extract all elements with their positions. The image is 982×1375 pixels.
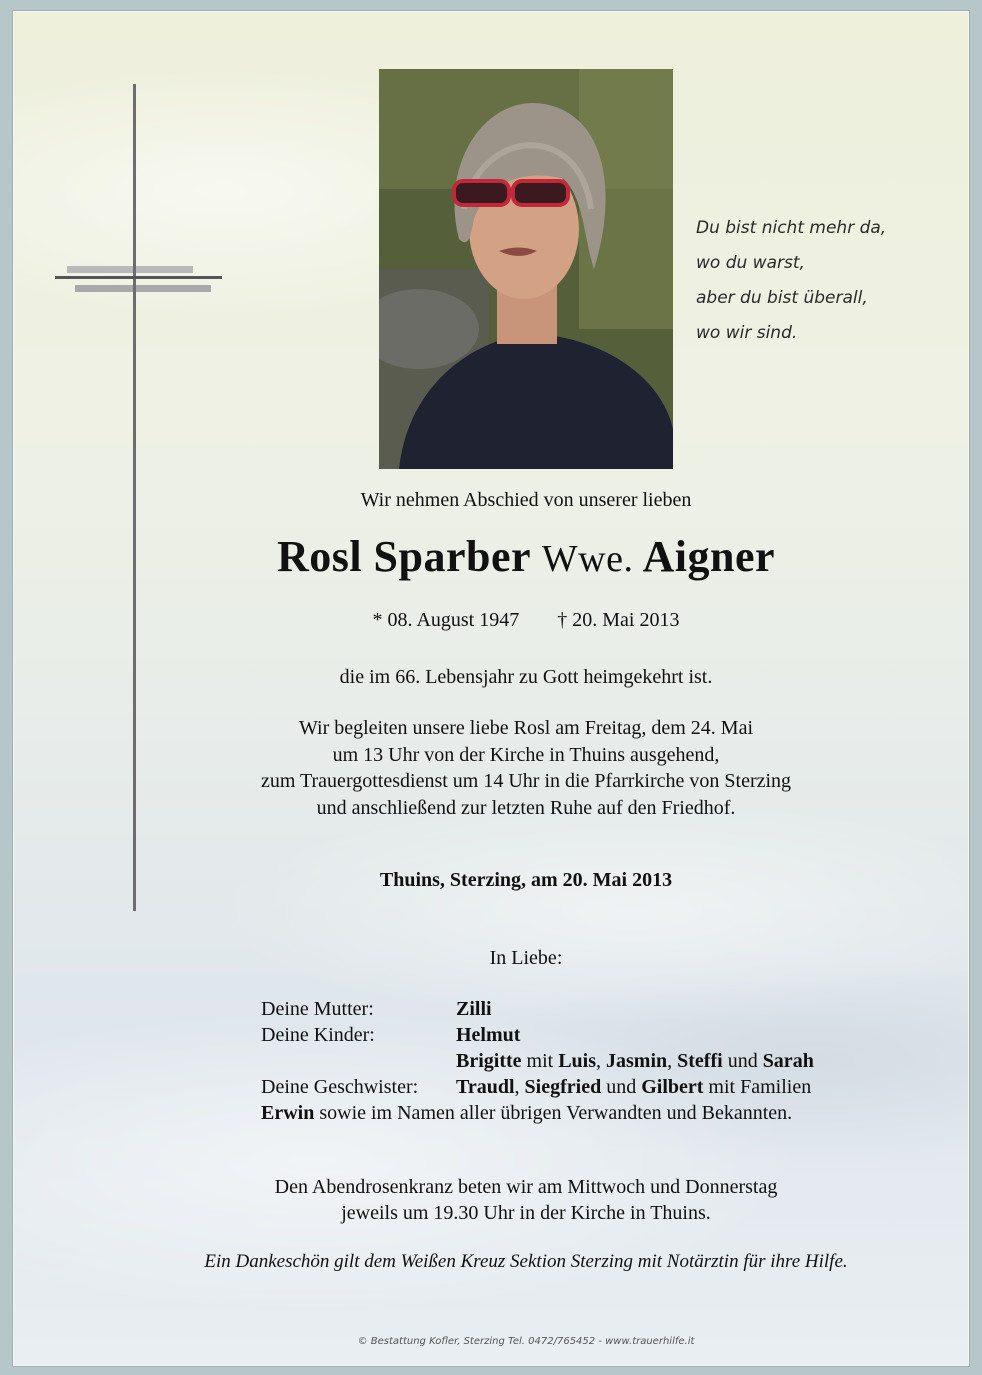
name-last: Aigner	[642, 532, 776, 581]
thanks-line: Ein Dankeschön gilt dem Weißen Kreuz Sektion Sterzing mit Notärztin für ihre Hilfe.	[204, 1251, 848, 1272]
birth-date: * 08. August 1947	[372, 609, 520, 631]
sibling-name: Gilbert	[641, 1076, 704, 1098]
mother-name: Zilli	[456, 998, 492, 1020]
child-name: Brigitte	[456, 1050, 522, 1072]
rosary-line: Den Abendrosenkranz beten wir am Mittwoch und Donnerstag	[274, 1176, 778, 1198]
connector-text: mit Familien	[708, 1076, 812, 1098]
rosary-info	[13, 1174, 982, 1226]
sibling-name: Traudl	[456, 1076, 515, 1098]
memorial-quote	[696, 211, 946, 351]
siblings-label: Deine Geschwister:	[261, 1076, 419, 1098]
grandchild-name: Jasmin	[606, 1050, 668, 1072]
cross-horizontal-bar	[55, 276, 222, 279]
grandchild-name: Sarah	[762, 1050, 814, 1072]
in-liebe-heading: In Liebe:	[489, 947, 563, 969]
relatives-text: sowie im Namen aller übrigen Verwandten und Bekannten.	[319, 1102, 793, 1124]
child-name: Helmut	[456, 1024, 521, 1046]
connector-text: und	[606, 1076, 637, 1098]
cross-shadow-bottom	[75, 285, 211, 292]
funeral-line: Wir begleiten unsere liebe Rosl am Freitag, dem 24. Mai	[298, 717, 754, 739]
life-dates	[13, 609, 982, 632]
funeral-line: zum Trauergottesdienst um 14 Uhr in die Pfarrkirche von Sterzing	[260, 770, 792, 792]
children-label: Deine Kinder:	[261, 1024, 375, 1046]
cross-shadow-top	[67, 266, 193, 273]
funeral-home-footer: © Bestattung Kofler, Sterzing Tel. 0472/765452 - www.trauerhilfe.it	[357, 1336, 695, 1347]
death-date: † 20. Mai 2013	[557, 609, 680, 631]
obituary-card: Du bist nicht mehr da, wo du warst, aber du bist überall, wo wir sind. Wir nehmen Abschied von unserer lieben Rosl Sparber Wwe. Aigner * 08. August 1947 † 20. Mai 2013 die im 66. Lebensjahr zu Gott heimgekehrt ist. Wir begleiten unsere liebe Rosl am Freitag, dem 24. Mai um 13 Uhr von der Kirche in Thuins ausgehend, zum Trauergottesdienst um 14 Uhr in die Pfarrkirche von Sterzing und anschließend zur letzten Ruhe auf den Friedhof. Thuins, Sterzing, am 20. Mai 2013 In Liebe: Deine Mutter: Zilli Deine Kinder: Helmut Brigitte mit Luis, Jasmin, Steffi und Sarah Deine Geschwister: Traudl, Siegfried und Gilbert mit Familien Erwin sowie im Namen aller übrigen Verwandten und Bekannten. Den Abendrosenkranz beten wir am Mittwoch und Donnerstag jeweils um 19.30 Uhr in der Kirche in Thuins. Ein Dankeschön gilt dem Weißen Kreuz Sektion Sterzing mit Notärztin für ihre Hilfe. © Bestattung Kofler, Sterzing Tel. 0472/765452 - www.trauerhilfe.it	[12, 10, 970, 1367]
rosary-line: jeweils um 19.30 Uhr in der Kirche in Thuins.	[341, 1202, 711, 1224]
sibling-name: Erwin	[261, 1102, 315, 1124]
funeral-details	[13, 715, 982, 821]
funeral-line: um 13 Uhr von der Kirche in Thuins ausgehend,	[332, 743, 720, 766]
name-widow-marker: Wwe.	[541, 538, 634, 580]
place-date: Thuins, Sterzing, am 20. Mai 2013	[379, 869, 673, 891]
mother-label: Deine Mutter:	[261, 998, 374, 1020]
connector-text: und	[727, 1050, 758, 1072]
quote-line: wo wir sind.	[696, 323, 798, 343]
connector-text: mit	[526, 1050, 554, 1072]
funeral-line: und anschließend zur letzten Ruhe auf den Friedhof.	[316, 796, 736, 819]
grandchild-name: Luis	[558, 1050, 597, 1072]
portrait-photo	[379, 69, 673, 469]
quote-line: wo du warst,	[696, 253, 805, 273]
portrait-illustration	[379, 69, 673, 469]
lebensjahr-line: die im 66. Lebensjahr zu Gott heimgekehrt ist.	[339, 666, 713, 688]
intro-line: Wir nehmen Abschied von unserer lieben	[360, 489, 692, 511]
quote-line: aber du bist überall,	[696, 288, 868, 308]
deceased-name	[13, 531, 982, 582]
quote-line: Du bist nicht mehr da,	[696, 218, 887, 238]
sibling-name: Siegfried	[524, 1076, 602, 1098]
grandchild-name: Steffi	[677, 1050, 723, 1072]
name-first: Rosl Sparber	[276, 532, 531, 581]
